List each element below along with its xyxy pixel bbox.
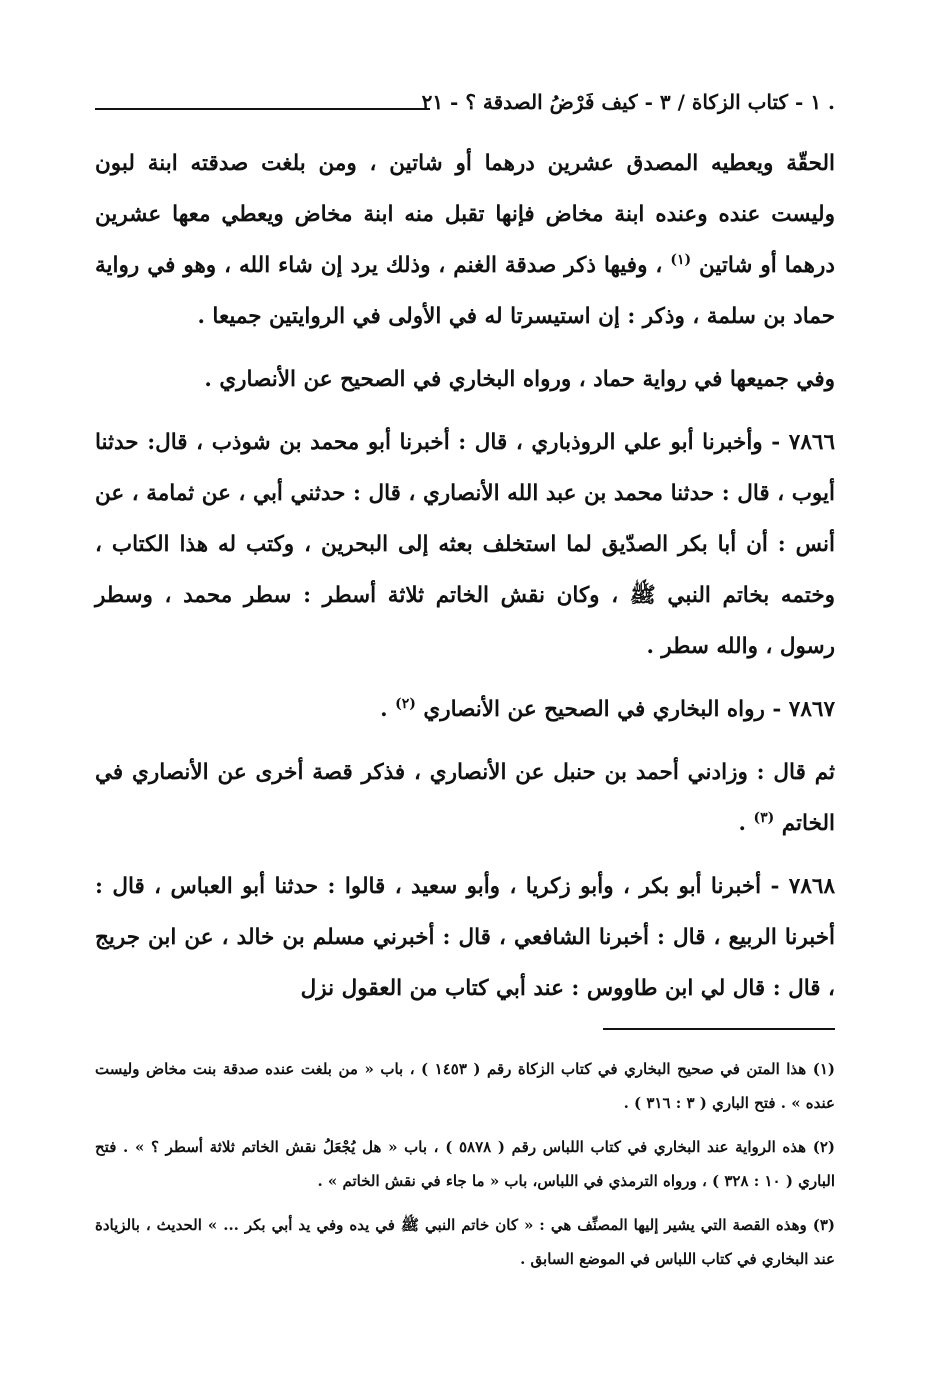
- footnotes: [95, 1052, 835, 1276]
- main-text: [95, 138, 835, 1014]
- hadith-7866: ٧٨٦٦ - وأخبرنا أبو علي الروذباري ، قال : أخبرنا أبو محمد بن شوذب ، قال: حدثنا أيوب ، قال : حدثنا محمد بن عبد الله الأنصاري ، قال : حدثني أبي ، عن ثمامة ، عن أنس : أن أبا بكر الصدّيق لما استخلف بعثه إلى البحرين ، وكتب له هذا الكتاب ، وختمه بخاتم النبي ﷺ ، وكان نقش الخاتم ثلاثة أسطر : سطر محمد ، وسطر رسول ، والله سطر .: [95, 430, 835, 659]
- footnote-2: (٢) هذه الرواية عند البخاري في كتاب اللباس رقم ( ٥٨٧٨ ) ، باب « هل يُجْعَلُ نقش الخاتم ثلاثة أسطر ؟ » . فتح الباري ( ١٠ : ٣٢٨ ) ، ورواه الترمذي في اللباس، باب « ما جاء في نقش الخاتم » .: [95, 1138, 836, 1190]
- hadith-7867-end: .: [380, 697, 388, 722]
- paragraph-2: وفي جميعها في رواية حماد ، ورواه البخاري في الصحيح عن الأنصاري .: [204, 367, 835, 392]
- hadith-7868: ٧٨٦٨ - أخبرنا أبو بكر ، وأبو زكريا ، وأبو سعيد ، قالوا : حدثنا أبو العباس ، قال : أخبرنا الربيع ، قال : أخبرنا الشافعي ، قال : أخبرني مسلم بن خالد ، عن ابن جريج ، قال : قال لي ابن طاووس : عند أبي كتاب من العقول نزل: [95, 874, 835, 1001]
- footnote-1: (١) هذا المتن في صحيح البخاري في كتاب الزكاة رقم ( ١٤٥٣ ) ، باب « من بلغت عنده صدقة بنت مخاض وليست عنده » . فتح الباري ( ٣ : ٣١٦ ) .: [95, 1060, 835, 1112]
- header-rule: [95, 108, 430, 110]
- paragraph-5-end: .: [738, 811, 746, 836]
- book-page: [95, 78, 835, 1286]
- footnote-ref-2: (٢): [395, 695, 416, 712]
- paragraph-5-text: ثم قال : وزادني أحمد بن حنبل عن الأنصاري ، فذكر قصة أخرى عن الأنصاري في الخاتم: [95, 760, 835, 836]
- hadith-7867-text: ٧٨٦٧ - رواه البخاري في الصحيح عن الأنصاري: [423, 697, 835, 722]
- paragraph-1: [95, 138, 835, 342]
- paragraph-1-rest: ، وفيها ذكر صدقة الغنم ، وذلك يرد إن شاء الله ، وهو في رواية حماد بن سلمة ، وذكر : إن استيسرتا له في الأولى في الروايتين جميعا .: [95, 253, 835, 329]
- footnote-ref-3: (٣): [753, 809, 775, 826]
- hadith-7867: [95, 684, 835, 735]
- footnote-divider: [603, 1028, 835, 1030]
- running-header: [95, 78, 835, 118]
- paragraph-1-text: الحقّة ويعطيه المصدق عشرين درهما أو شاتين ، ومن بلغت صدقته ابنة لبون وليست عنده وعنده ابنة مخاض فإنها تقبل منه ابنة مخاض ويعطي معها عشرين درهما أو شاتين: [95, 151, 835, 278]
- paragraph-5: [95, 747, 835, 849]
- header-text: . ١ - كتاب الزكاة / ٣ - كيف فَرْضُ الصدقة ؟ - ٢١: [421, 90, 835, 114]
- footnote-3: (٣) وهذه القصة التي يشير إليها المصنِّف هي : « كان خاتم النبي ﷺ في يده وفي يد أبي بكر ... » الحديث ، بالزيادة عند البخاري في كتاب اللباس في الموضع السابق .: [95, 1216, 835, 1268]
- footnote-ref-1: (١): [670, 251, 692, 268]
